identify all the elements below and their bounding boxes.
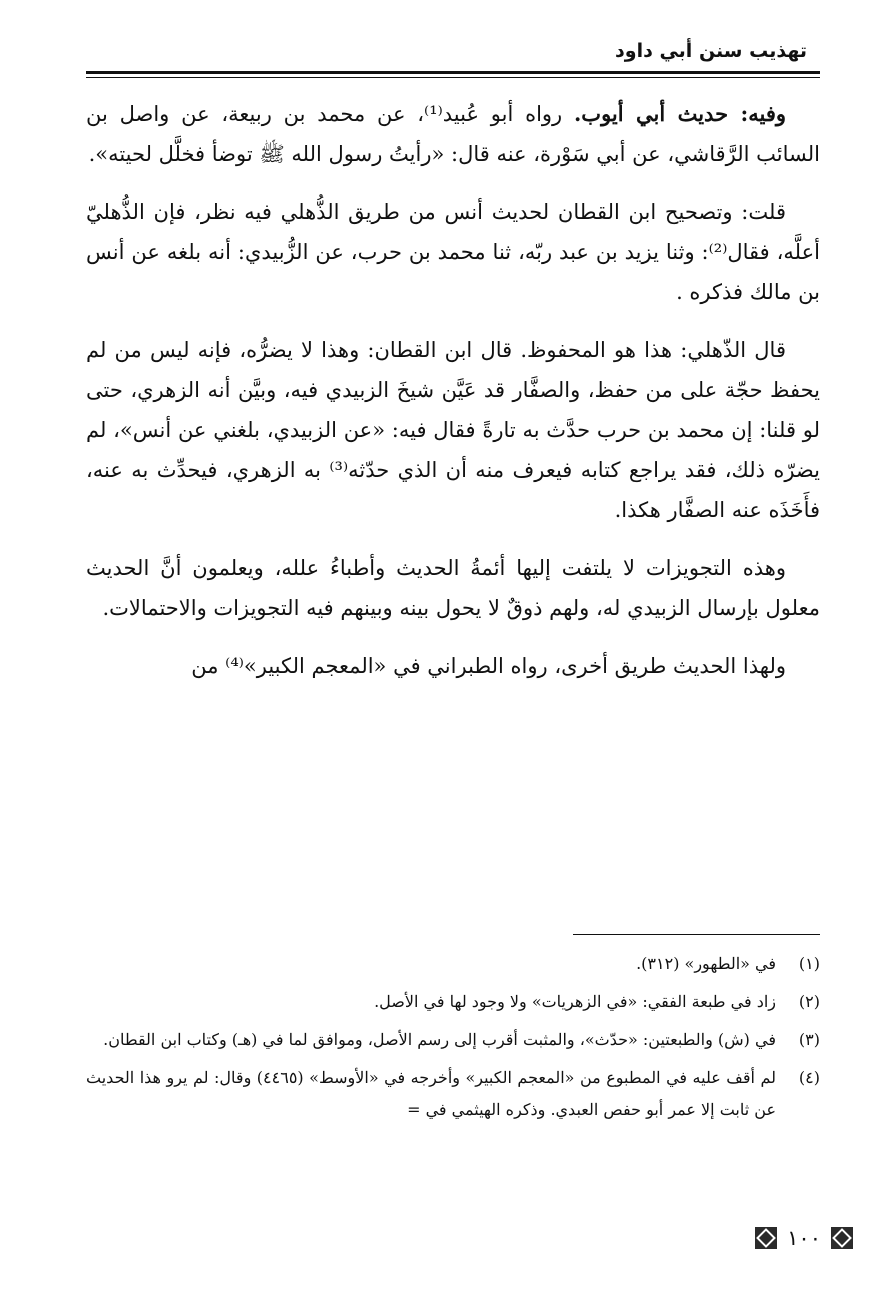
footnote [86,1062,820,1126]
paragraph-1-lead: وفيه: حديث أبي أيوب. [573,101,786,126]
main-text [86,94,820,704]
paragraph-3: قال الذّهلي: هذا هو المحفوظ. قال ابن القطان: وهذا لا يضرُّه، فإنه ليس من لم يحفظ حجّة على من حفظ، والصفَّار قد عَيَّن شيخَ الزبيدي فيه، وبيَّن أنه الزهري، حتى لو قلنا: إن محمد بن حرب حدَّث به تارةً فقال فيه: «عن الزبيدي، بلغني عن أنس»، لم يضرّه ذلك، فقد يراجع كتابه فيعرف منه أن الذي حدّثه⁽³⁾ به الزهري، فيحدِّث به عنه، فأَخَذَه عنه الصفَّار هكذا. [86,338,820,522]
footnote-number: (٢) [798,992,820,1011]
footnote-separator [573,934,820,935]
footnote [86,1024,820,1056]
header-rule-thick [86,71,820,74]
paragraph-4: وهذه التجويزات لا يلتفت إليها أئمةُ الحديث وأطباءُ علله، ويعلمون أنَّ الحديث معلول بإرسال الزبيدي له، ولهم ذوقٌ لا يحول بينه وبينهم فيه التجويزات والاحتمالات. [86,556,820,620]
page-number: ١٠٠ [787,1226,821,1250]
footnote-number: (٣) [798,1030,820,1049]
footnote [86,986,820,1018]
footnote-number: (٤) [798,1068,820,1087]
paragraph-1 [86,94,820,174]
footnote-number: (١) [798,954,820,973]
running-header-title: تهذيب سنن أبي داود [615,40,807,62]
page-footer [755,1226,853,1250]
footnote [86,948,820,980]
paragraph-5: ولهذا الحديث طريق أخرى، رواه الطبراني في «المعجم الكبير»⁽⁴⁾ من [191,654,786,678]
ornament-icon [831,1227,853,1249]
paragraph-2: قلت: وتصحيح ابن القطان لحديث أنس من طريق الذُّهلي فيه نظر، فإن الذُّهليّ أعلَّه، فقال⁽²⁾: وثنا يزيد بن عبد ربّه، ثنا محمد بن حرب، عن الزُّبيدي: أنه بلغه عن أنس بن مالك فذكره . [86,200,820,304]
footnote-text: في «الطهور» (٣١٢). [636,954,776,973]
footnote-text: زاد في طبعة الفقي: «في الزهريات» ولا وجود لها في الأصل. [374,992,776,1011]
footnote-text: في (ش) والطبعتين: «حدّث»، والمثبت أقرب إلى رسم الأصل، وموافق لما في (هـ) وكتاب ابن القطان. [103,1030,776,1049]
footnotes [86,948,820,1132]
header-rule-thin [86,77,820,78]
footnote-text: لم أقف عليه في المطبوع من «المعجم الكبير» وأخرجه في «الأوسط» (٤٤٦٥) وقال: لم يرو هذا الحديث عن ثابت إلا عمر أبو حفص العبدي. وذكره الهيثمي في = [86,1068,776,1119]
ornament-icon [755,1227,777,1249]
paragraph-1-text: رواه أبو عُبيد⁽¹⁾، عن محمد بن ربيعة، عن واصل بن السائب الرَّقاشي، عن أبي سَوْرة، عنه قال: «رأيتُ رسول الله ﷺ توضأ فخلَّل لحيته». [86,102,820,166]
